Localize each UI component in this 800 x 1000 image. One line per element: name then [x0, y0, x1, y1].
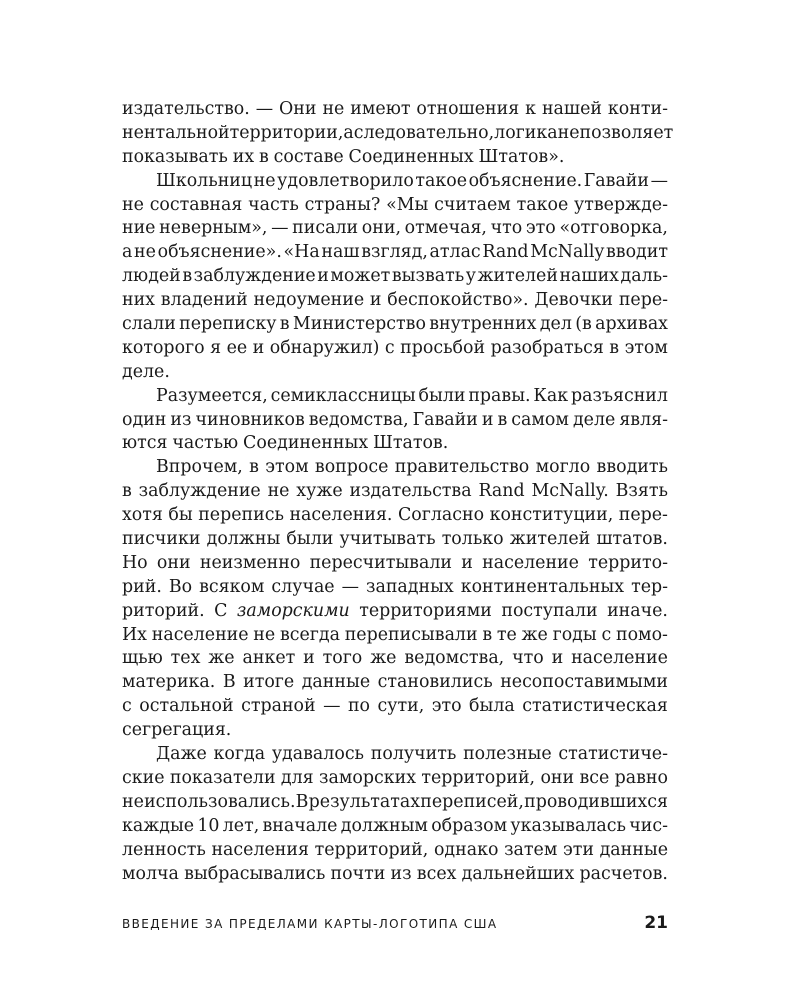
- text-line: [122, 600, 668, 624]
- word: Штатов.: [373, 433, 449, 454]
- word: отмечая,: [404, 218, 487, 239]
- word: атлас: [429, 242, 481, 263]
- word: нентальной: [122, 122, 230, 143]
- word: неверным»,: [159, 218, 268, 239]
- word: помо-: [615, 624, 668, 645]
- word: владений: [160, 290, 248, 311]
- word: издательства: [349, 481, 472, 502]
- word: территориями: [359, 600, 492, 621]
- word: хуже: [296, 481, 343, 502]
- word: С: [214, 600, 228, 621]
- word: и: [252, 337, 265, 358]
- word: Штатов».: [478, 146, 565, 167]
- word: равно: [614, 767, 668, 788]
- word: один: [122, 409, 167, 430]
- word: что: [490, 218, 523, 239]
- word: территории,: [229, 122, 344, 143]
- word: разъяснил: [570, 385, 668, 406]
- word: заблуждение: [193, 266, 316, 287]
- word: когда: [213, 744, 266, 765]
- text-line: [122, 122, 674, 146]
- word: данные: [301, 672, 371, 693]
- word: в: [249, 457, 259, 478]
- word: частью: [172, 433, 239, 454]
- word: вводит: [606, 242, 668, 263]
- word: же: [208, 648, 235, 669]
- word: в: [279, 314, 290, 335]
- word: сегрегация.: [122, 720, 232, 741]
- word: часть: [248, 194, 299, 215]
- word: же: [521, 624, 548, 645]
- word: и: [369, 290, 382, 311]
- word: правы.: [468, 385, 531, 406]
- word: людей: [122, 266, 181, 287]
- word: образом: [431, 815, 508, 836]
- word: Они: [279, 99, 317, 119]
- text-line: [122, 480, 668, 504]
- word: затем: [504, 839, 558, 860]
- word: переписку: [179, 314, 277, 335]
- word: полезные: [463, 744, 552, 765]
- word: деле.: [122, 361, 170, 382]
- word: с: [122, 696, 132, 717]
- word: учитывать: [339, 529, 436, 550]
- word: и: [317, 266, 329, 287]
- word: ленность: [122, 839, 206, 860]
- word: дальнейших: [461, 863, 575, 884]
- word: 10: [197, 815, 220, 836]
- word: их: [232, 146, 255, 167]
- word: анкет: [242, 648, 296, 669]
- word: удовлетворило: [277, 170, 414, 191]
- word: а: [343, 122, 354, 143]
- word: в: [259, 146, 269, 167]
- word: случае: [271, 576, 335, 597]
- word: те: [496, 624, 517, 645]
- word: у: [465, 266, 476, 287]
- text-line: [122, 456, 668, 480]
- word: Даже: [156, 744, 207, 765]
- word: (в: [575, 314, 592, 335]
- word: эти: [563, 839, 594, 860]
- word: семиклассницы: [270, 385, 416, 406]
- word: однако: [433, 839, 499, 860]
- word: и: [303, 648, 315, 669]
- word: лет,: [222, 815, 260, 836]
- text-line: [122, 624, 668, 648]
- word: просьбой: [400, 337, 486, 358]
- text-line: [122, 695, 668, 719]
- word: неизменно: [199, 552, 301, 573]
- word: В: [222, 672, 236, 693]
- word: них: [122, 290, 155, 311]
- word: сути,: [377, 696, 425, 717]
- text-line: [122, 146, 668, 170]
- word: составе: [273, 146, 344, 167]
- word: удавалось: [271, 744, 365, 765]
- word: чис-: [629, 815, 668, 836]
- word: из: [390, 863, 412, 884]
- word: иначе.: [607, 600, 668, 621]
- word: жителей: [509, 529, 591, 550]
- word: указывалась: [510, 815, 626, 836]
- word: —: [341, 576, 359, 597]
- word: в: [182, 266, 193, 287]
- word: и: [551, 648, 564, 669]
- word: они: [540, 767, 575, 788]
- word: ются: [122, 433, 168, 454]
- word: всегда: [279, 624, 340, 645]
- word: считаем: [434, 194, 511, 215]
- word: были: [286, 529, 334, 550]
- word: этом: [265, 457, 309, 478]
- word: наших: [559, 266, 619, 287]
- word: —: [255, 99, 274, 119]
- word: писчики: [122, 529, 201, 550]
- word: переписывали: [344, 624, 478, 645]
- word: получить: [370, 744, 457, 765]
- word: с: [384, 337, 395, 358]
- text-line: [122, 385, 668, 409]
- word: не: [253, 624, 276, 645]
- word: Министерство: [292, 314, 426, 335]
- text-line: [122, 504, 668, 528]
- word: заморских: [319, 767, 417, 788]
- word: с: [601, 624, 612, 645]
- word: выбрасывались: [184, 863, 326, 884]
- word: населения.: [289, 505, 393, 526]
- word: рий.: [122, 576, 162, 597]
- word: пере-: [618, 290, 668, 311]
- word: население: [571, 648, 668, 669]
- word: Девочки: [534, 290, 614, 311]
- word: остальной: [139, 696, 234, 717]
- word: ские: [122, 767, 165, 788]
- text-line: [122, 241, 668, 265]
- word: объяснение.: [468, 170, 583, 191]
- word: несопоставимыми: [500, 672, 668, 693]
- word: —: [650, 170, 668, 191]
- word: архивах: [595, 314, 668, 335]
- word: составная: [149, 194, 243, 215]
- word: территорий,: [421, 767, 536, 788]
- word: могло: [535, 457, 591, 478]
- body-text: [122, 98, 674, 886]
- word: штатов.: [596, 529, 668, 550]
- text-line: [122, 217, 668, 241]
- word: в: [482, 624, 493, 645]
- word: —: [271, 218, 289, 239]
- word: чиновников: [195, 409, 305, 430]
- word: почти: [330, 863, 386, 884]
- text-line: [122, 289, 668, 313]
- word: такое: [516, 194, 569, 215]
- word: молча: [122, 863, 179, 884]
- text-line: [122, 863, 668, 887]
- word: не: [122, 194, 144, 215]
- word: такое: [415, 170, 467, 191]
- word: недоумение: [253, 290, 365, 311]
- text-line: [122, 671, 668, 695]
- word: бы: [168, 505, 193, 526]
- word: Школьниц: [156, 170, 253, 191]
- word: Гавайи: [412, 409, 478, 430]
- word: явля-: [619, 409, 668, 430]
- word: писали: [292, 218, 359, 239]
- word: страной: [241, 696, 316, 717]
- text-line: [122, 432, 668, 456]
- word: не: [253, 170, 276, 191]
- word: тех: [170, 648, 201, 669]
- word: деле: [572, 409, 616, 430]
- word: континентальных: [460, 576, 625, 597]
- word: Rand: [482, 242, 529, 263]
- word: они,: [361, 218, 401, 239]
- word: должным: [340, 815, 428, 836]
- word: перепись: [198, 505, 284, 526]
- word: вначале: [262, 815, 338, 836]
- word: статистическая: [522, 696, 668, 717]
- word: по: [347, 696, 371, 717]
- word: годы: [552, 624, 597, 645]
- word: всех: [416, 863, 457, 884]
- word: и: [481, 409, 494, 430]
- word: из: [170, 409, 192, 430]
- word: расчетов.: [579, 863, 668, 884]
- word: а: [122, 242, 133, 263]
- word: наш: [321, 242, 360, 263]
- text-line: [122, 647, 668, 671]
- word: Rand: [478, 481, 525, 502]
- word: разобраться: [490, 337, 604, 358]
- word: жителей: [477, 266, 558, 287]
- word: не: [122, 791, 144, 812]
- word: вопросе: [314, 457, 389, 478]
- word: статистиче-: [558, 744, 668, 765]
- text-line: [122, 194, 668, 218]
- word: западных: [365, 576, 454, 597]
- word: может: [330, 266, 391, 287]
- word: этом: [624, 337, 668, 358]
- word: Но: [122, 552, 148, 573]
- word: «отговорка,: [559, 218, 668, 239]
- word: McNally.: [531, 481, 609, 502]
- word: к: [525, 99, 536, 119]
- word: показывать: [122, 146, 228, 167]
- word: Во: [168, 576, 193, 597]
- word: логика: [494, 122, 558, 143]
- word: внутренних: [429, 314, 537, 335]
- word: не: [267, 481, 290, 502]
- word: McNally: [530, 242, 605, 263]
- word: позволяет: [579, 122, 674, 143]
- word: данные: [599, 839, 668, 860]
- text-line: [122, 839, 668, 863]
- word: дел: [539, 314, 572, 335]
- word: население: [151, 624, 249, 645]
- word: того: [322, 648, 363, 669]
- word: должны: [206, 529, 281, 550]
- word: они: [156, 552, 191, 573]
- word: пересчитывали: [309, 552, 452, 573]
- word: были: [418, 385, 466, 406]
- word: вызвать: [391, 266, 465, 287]
- word: следовательно,: [353, 122, 495, 143]
- word: Разумеется,: [156, 385, 268, 406]
- word: утвержде-: [574, 194, 668, 215]
- word: территорий,: [314, 839, 429, 860]
- word: для: [280, 767, 314, 788]
- word: всяком: [199, 576, 265, 597]
- word: становились: [377, 672, 493, 693]
- word: Согласно: [397, 505, 485, 526]
- word: отношения: [416, 99, 520, 119]
- word: тер-: [631, 576, 668, 597]
- text-line: [122, 528, 668, 552]
- page-number: 21: [644, 913, 668, 933]
- word: щью: [122, 648, 163, 669]
- word: я: [210, 337, 222, 358]
- text-line: [122, 791, 668, 815]
- text-line: [122, 576, 668, 600]
- word: пере-: [618, 505, 668, 526]
- word: население: [482, 552, 579, 573]
- word: в: [122, 481, 132, 502]
- word: не: [134, 242, 156, 263]
- word: взгляд,: [361, 242, 428, 263]
- word: проводившихся: [524, 791, 668, 812]
- page-footer: [122, 913, 668, 933]
- word: в: [609, 337, 620, 358]
- text-line: [122, 98, 668, 122]
- word: Взять: [615, 481, 668, 502]
- word: «На: [283, 242, 320, 263]
- word: страны?: [304, 194, 381, 215]
- running-head: ВВЕДЕНИЕ ЗА ПРЕДЕЛАМИ КАРТЫ-ЛОГОТИПА США: [122, 917, 498, 931]
- word: каждые: [122, 815, 195, 836]
- word: издательство.: [122, 99, 250, 119]
- word: только: [441, 529, 504, 550]
- word: В: [295, 791, 309, 812]
- word: ние: [122, 218, 156, 239]
- text-line: [122, 815, 668, 839]
- word: не: [557, 122, 580, 143]
- word: имеют: [350, 99, 411, 119]
- word: обнаружил): [269, 337, 380, 358]
- word: показатели: [169, 767, 276, 788]
- text-line: [122, 265, 668, 289]
- word: Впрочем,: [156, 457, 243, 478]
- word: конти-: [607, 99, 668, 119]
- word: слали: [122, 314, 176, 335]
- text-line: [122, 313, 668, 337]
- text-line: [122, 552, 668, 576]
- word: это: [525, 218, 556, 239]
- word: что: [512, 648, 544, 669]
- word: ее: [226, 337, 248, 358]
- word: это: [431, 696, 462, 717]
- text-line: [122, 719, 668, 743]
- text-line: [122, 409, 668, 433]
- word: итоге: [243, 672, 295, 693]
- word: результатах: [308, 791, 421, 812]
- word: использовались.: [144, 791, 296, 812]
- word: не: [322, 99, 345, 119]
- word: материка.: [122, 672, 216, 693]
- word: —: [323, 696, 341, 717]
- word: поступали: [501, 600, 598, 621]
- word: переписей,: [420, 791, 524, 812]
- word: Как: [533, 385, 569, 406]
- word: террито-: [588, 552, 668, 573]
- text-line: [122, 767, 668, 791]
- word: заморскими: [236, 600, 350, 621]
- text-line: [122, 337, 668, 361]
- text-line: [122, 361, 668, 385]
- word: ведомства,: [308, 409, 409, 430]
- word: Гавайи: [583, 170, 649, 191]
- word: населения: [211, 839, 309, 860]
- word: ведомства,: [404, 648, 505, 669]
- word: даль-: [620, 266, 668, 287]
- text-line: [122, 170, 668, 194]
- word: «Мы: [386, 194, 429, 215]
- word: Соединенных: [348, 146, 474, 167]
- word: была: [469, 696, 515, 717]
- word: риторий.: [122, 600, 205, 621]
- word: конституции,: [489, 505, 614, 526]
- word: правительство: [394, 457, 530, 478]
- word: Их: [122, 624, 147, 645]
- word: заблуждение: [138, 481, 261, 502]
- word: все: [579, 767, 610, 788]
- word: беспокойство».: [387, 290, 529, 311]
- word: в: [497, 409, 508, 430]
- word: Соединенных: [243, 433, 369, 454]
- word: же: [370, 648, 397, 669]
- word: хотя: [122, 505, 163, 526]
- word: которого: [122, 337, 205, 358]
- word: самом: [511, 409, 569, 430]
- text-line: [122, 743, 668, 767]
- word: и: [461, 552, 473, 573]
- word: вводить: [596, 457, 668, 478]
- word: объяснение».: [157, 242, 282, 263]
- word: нашей: [541, 99, 602, 119]
